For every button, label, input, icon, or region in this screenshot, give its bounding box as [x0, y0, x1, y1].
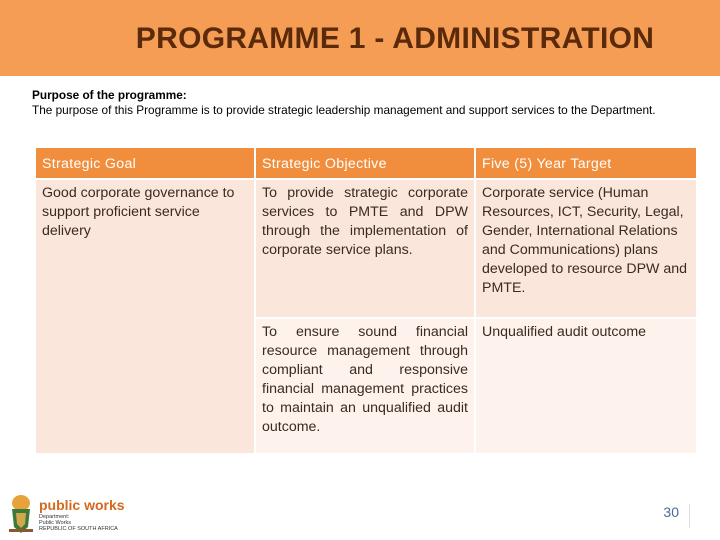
table-header-row: [36, 148, 696, 178]
page-title: PROGRAMME 1 - ADMINISTRATION: [135, 22, 655, 55]
table-row: [36, 178, 696, 317]
header-strategic-objective: Strategic Objective: [256, 148, 476, 178]
purpose-section: [32, 88, 672, 118]
page-number: 30: [650, 504, 690, 528]
header-strategic-goal: Strategic Goal: [36, 148, 256, 178]
objective-cell: To ensure sound financial resource management through compliant and responsive financial management practices to maintain an unqualified audit outcome.: [256, 317, 476, 453]
logo-sub-line: REPUBLIC OF SOUTH AFRICA: [39, 526, 118, 532]
logo-name: public works: [39, 497, 125, 513]
public-works-logo: [6, 493, 126, 537]
objective-cell: To provide strategic corporate services to PMTE and DPW through the implementation of corporate service plans.: [256, 178, 476, 317]
logo-sub-line: Department:: [39, 514, 70, 520]
header-five-year-target: Five (5) Year Target: [476, 148, 696, 178]
title-banner: [0, 0, 720, 76]
target-cell: Unqualified audit outcome: [476, 317, 696, 453]
purpose-text: The purpose of this Programme is to provide strategic leadership management and support services to the Department.: [32, 103, 656, 117]
logo-sub-line: Public Works: [39, 520, 71, 526]
purpose-heading: Purpose of the programme:: [32, 88, 187, 102]
strategic-goal-cell: Good corporate governance to support proficient service delivery: [36, 178, 256, 453]
logo-subtext: [39, 514, 125, 532]
strategic-goals-table: [36, 148, 696, 453]
coat-of-arms-icon: [6, 493, 36, 535]
target-cell: Corporate service (Human Resources, ICT, Security, Legal, Gender, International Relations and Communications) plans developed to resource DPW and PMTE.: [476, 178, 696, 317]
